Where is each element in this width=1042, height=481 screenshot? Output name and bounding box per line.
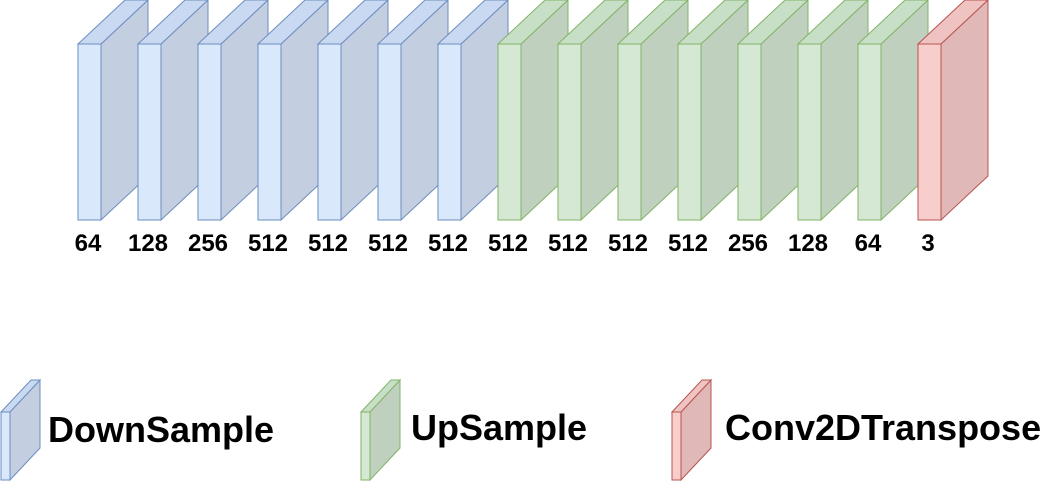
legend-slab-conv2dtranspose-front bbox=[672, 412, 681, 480]
layer-channel-label: 512 bbox=[427, 230, 469, 257]
layer-channel-label: 256 bbox=[727, 230, 769, 257]
layer-channel-label: 512 bbox=[667, 230, 709, 257]
layer-channel-label: 512 bbox=[307, 230, 349, 257]
layer-block-downsample-front bbox=[78, 44, 101, 220]
layer-blocks bbox=[78, 0, 988, 220]
legend bbox=[1, 380, 1041, 480]
layer-block-downsample-front bbox=[138, 44, 161, 220]
legend-slab-conv2dtranspose bbox=[672, 380, 711, 480]
legend-upsample-icon bbox=[361, 380, 400, 480]
layer-channel-label: 512 bbox=[487, 230, 529, 257]
layer-block-downsample-front bbox=[318, 44, 341, 220]
legend-downsample-label: DownSample bbox=[48, 409, 275, 450]
layer-channel-label: 256 bbox=[187, 230, 229, 257]
layer-channel-label: 128 bbox=[787, 230, 829, 257]
layer-channel-label: 64 bbox=[74, 230, 102, 257]
layer-channel-labels bbox=[75, 230, 935, 257]
layer-channel-label: 512 bbox=[547, 230, 589, 257]
legend-slab-downsample-front bbox=[1, 412, 10, 480]
legend-slab-downsample bbox=[1, 380, 40, 480]
layer-block-upsample-front bbox=[558, 44, 581, 220]
layer-channel-label: 64 bbox=[854, 230, 882, 257]
layer-block-downsample-front bbox=[438, 44, 461, 220]
layer-channel-label: 512 bbox=[607, 230, 649, 257]
layer-block-upsample-front bbox=[618, 44, 641, 220]
legend-slab-upsample bbox=[361, 380, 400, 480]
layer-channel-label: 3 bbox=[921, 230, 935, 257]
layer-block-upsample-front bbox=[858, 44, 881, 220]
layer-block-upsample-front bbox=[798, 44, 821, 220]
legend-slab-upsample-front bbox=[361, 412, 370, 480]
legend-conv2dtranspose-label: Conv2DTranspose bbox=[725, 407, 1042, 448]
layer-block-upsample-front bbox=[678, 44, 701, 220]
layer-block-downsample-front bbox=[378, 44, 401, 220]
layer-block-downsample-front bbox=[258, 44, 281, 220]
legend-downsample-icon bbox=[1, 380, 40, 480]
legend-conv2dtranspose-icon bbox=[672, 380, 711, 480]
legend-upsample-label: UpSample bbox=[411, 407, 588, 448]
layer-block-conv2dtranspose-front bbox=[918, 44, 941, 220]
layer-channel-label: 512 bbox=[367, 230, 409, 257]
layer-channel-label: 128 bbox=[127, 230, 169, 257]
layer-block-downsample-front bbox=[198, 44, 221, 220]
layer-block-upsample-front bbox=[498, 44, 521, 220]
layer-block-upsample-front bbox=[738, 44, 761, 220]
layer-channel-label: 512 bbox=[247, 230, 289, 257]
